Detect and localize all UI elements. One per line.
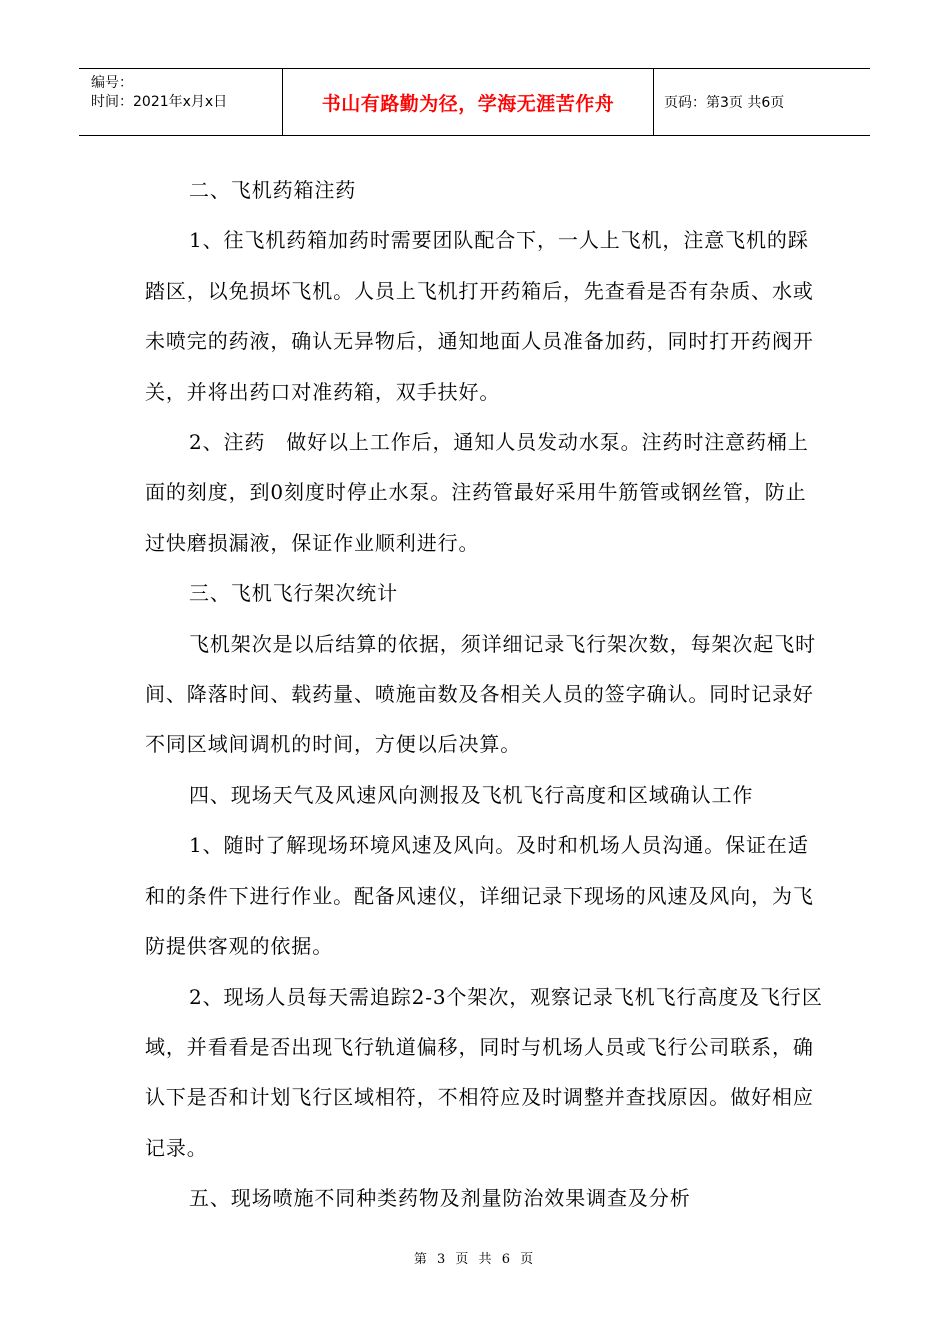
document-date: 时间：2021年x月x日 xyxy=(91,94,228,110)
footer-page-number: 第 3 页 共 6 页 xyxy=(413,1252,537,1267)
body-paragraph: 2、注药 做好以上工作后，通知人员发动水泵。注药时注意药桶上面的刻度，到0刻度时停止水泵。注药管最好采用牛筋管或钢丝管，防止过快磨损漏液，保证作业顺利进行。 xyxy=(145,430,809,555)
header-meta-cell xyxy=(79,69,283,135)
body-paragraph: 2、现场人员每天需追踪2-3个架次，观察记录飞机飞行高度及飞行区域，并看看是否出现飞行轨道偏移，同时与机场人员或飞行公司联系，确认下是否和计划飞行区域相符，不相符应及时调整并查找原因。做好相应记录。 xyxy=(145,984,823,1160)
header-motto-cell xyxy=(283,69,654,135)
section-heading: 四、现场天气及风速风向测报及飞机飞行高度和区域确认工作 xyxy=(189,782,754,807)
body-paragraph: 飞机架次是以后结算的依据，须详细记录飞行架次数，每架次起飞时间、降落时间、载药量、喷施亩数及各相关人员的签字确认。同时记录好不同区域间调机的时间，方便以后决算。 xyxy=(145,631,816,757)
header-page-info: 页码：第3页 共6页 xyxy=(664,95,785,111)
body-paragraph: 1、随时了解现场环境风速及风向。及时和机场人员沟通。保证在适和的条件下进行作业。配备风速仪，详细记录下现场的风速及风向，为飞防提供客观的依据。 xyxy=(145,833,814,959)
header-motto: 书山有路勤为径，学海无涯苦作舟 xyxy=(321,92,615,115)
section-heading: 二、飞机药箱注药 xyxy=(189,178,357,202)
body-paragraph: 1、往飞机药箱加药时需要团队配合下，一人上飞机，注意飞机的踩踏区，以免损坏飞机。人员上飞机打开药箱后，先查看是否有杂质、水或未喷完的药液，确认无异物后，通知地面人员准备加药，同时打开药阀开关，并将出药口对准药箱，双手扶好。 xyxy=(145,228,814,404)
document-number-label: 编号： xyxy=(91,75,133,91)
section-heading: 五、现场喷施不同种类药物及剂量防治效果调查及分析 xyxy=(189,1186,691,1211)
document-body xyxy=(145,165,825,1224)
page-footer xyxy=(0,1248,950,1267)
header-page-cell xyxy=(654,69,870,135)
section-heading: 三、飞机飞行架次统计 xyxy=(189,581,398,606)
document-header xyxy=(79,68,870,136)
